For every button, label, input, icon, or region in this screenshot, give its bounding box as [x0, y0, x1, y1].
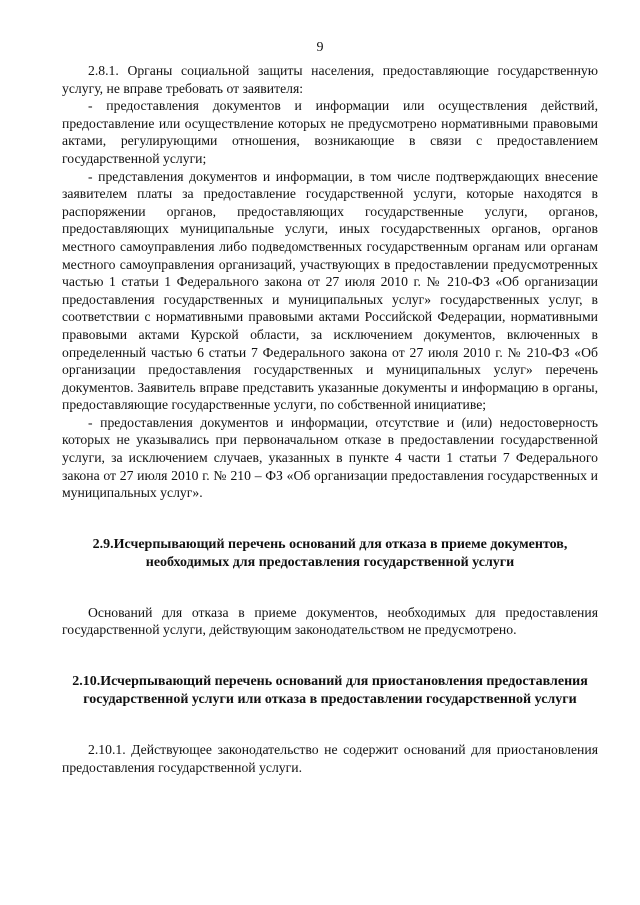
- page-content: [62, 62, 598, 776]
- section-2-9-heading: 2.9.Исчерпывающий перечень оснований для отказа в приеме документов, необходимых для предоставления государственной услуги: [92, 536, 568, 570]
- page-number: 9: [316, 40, 324, 55]
- section-2-10-heading: 2.10.Исчерпывающий перечень оснований для приостановления предоставления государственной услуги или отказа в предоставлении государственной услуги: [72, 674, 588, 708]
- section-2-9-text: Оснований для отказа в приеме документов, необходимых для предоставления государственной услуги, действующим законодательством не предусмотрено.: [62, 604, 598, 638]
- section-2-8-1-item-1: - предоставления документов и информации или осуществления действий, предоставление или осуществление которых не предусмотрено нормативными правовыми актами, регулирующими отношения, возникающие в связи с предоставлением государственной услуги;: [62, 98, 598, 166]
- section-2-8-1-item-2: - представления документов и информации, в том числе подтверждающих внесение заявителем платы за предоставление государственной услуги, которые находятся в распоряжении органов, предоставляющих государственные услуги, органов, предоставляющих муниципальные услуги, иных государственных органов, органов местного самоуправления либо подведомственных государственным органам или органам местного самоуправления организаций, участвующих в предоставлении предусмотренных частью 1 статьи 1 Федерального закона от 27 июля 2010 г. № 210-ФЗ «Об организации предоставления государственных и муниципальных услуг» государственных услуг, в соответствии с нормативными правовыми актами Российской Федерации, нормативными правовыми актами Курской области, за исключением документов, включенных в определенный частью 6 статьи 7 Федерального закона от 27 июля 2010 г. № 210-ФЗ «Об организации предоставления государственных и муниципальных услуг» перечень документов. Заявитель вправе представить указанные документы и информацию в органы, предоставляющие государственные услуги, по собственной инициативе;: [62, 168, 598, 413]
- section-2-10-1-text: 2.10.1. Действующее законодательство не содержит оснований для приостановления предоставления государственной услуги.: [62, 742, 598, 775]
- section-2-8-1-intro: 2.8.1. Органы социальной защиты населения, предоставляющие государственную услугу, не вправе требовать от заявителя:: [62, 63, 598, 96]
- section-2-8-1-item-3: - предоставления документов и информации, отсутствие и (или) недостоверность которых не указывались при первоначальном отказе в предоставлении государственной услуги, за исключением случаев, указанных в пункте 4 части 1 статьи 7 Федерального закона от 27 июля 2010 г. № 210 – ФЗ «Об организации предоставления государственных и муниципальных услуг».: [62, 414, 598, 501]
